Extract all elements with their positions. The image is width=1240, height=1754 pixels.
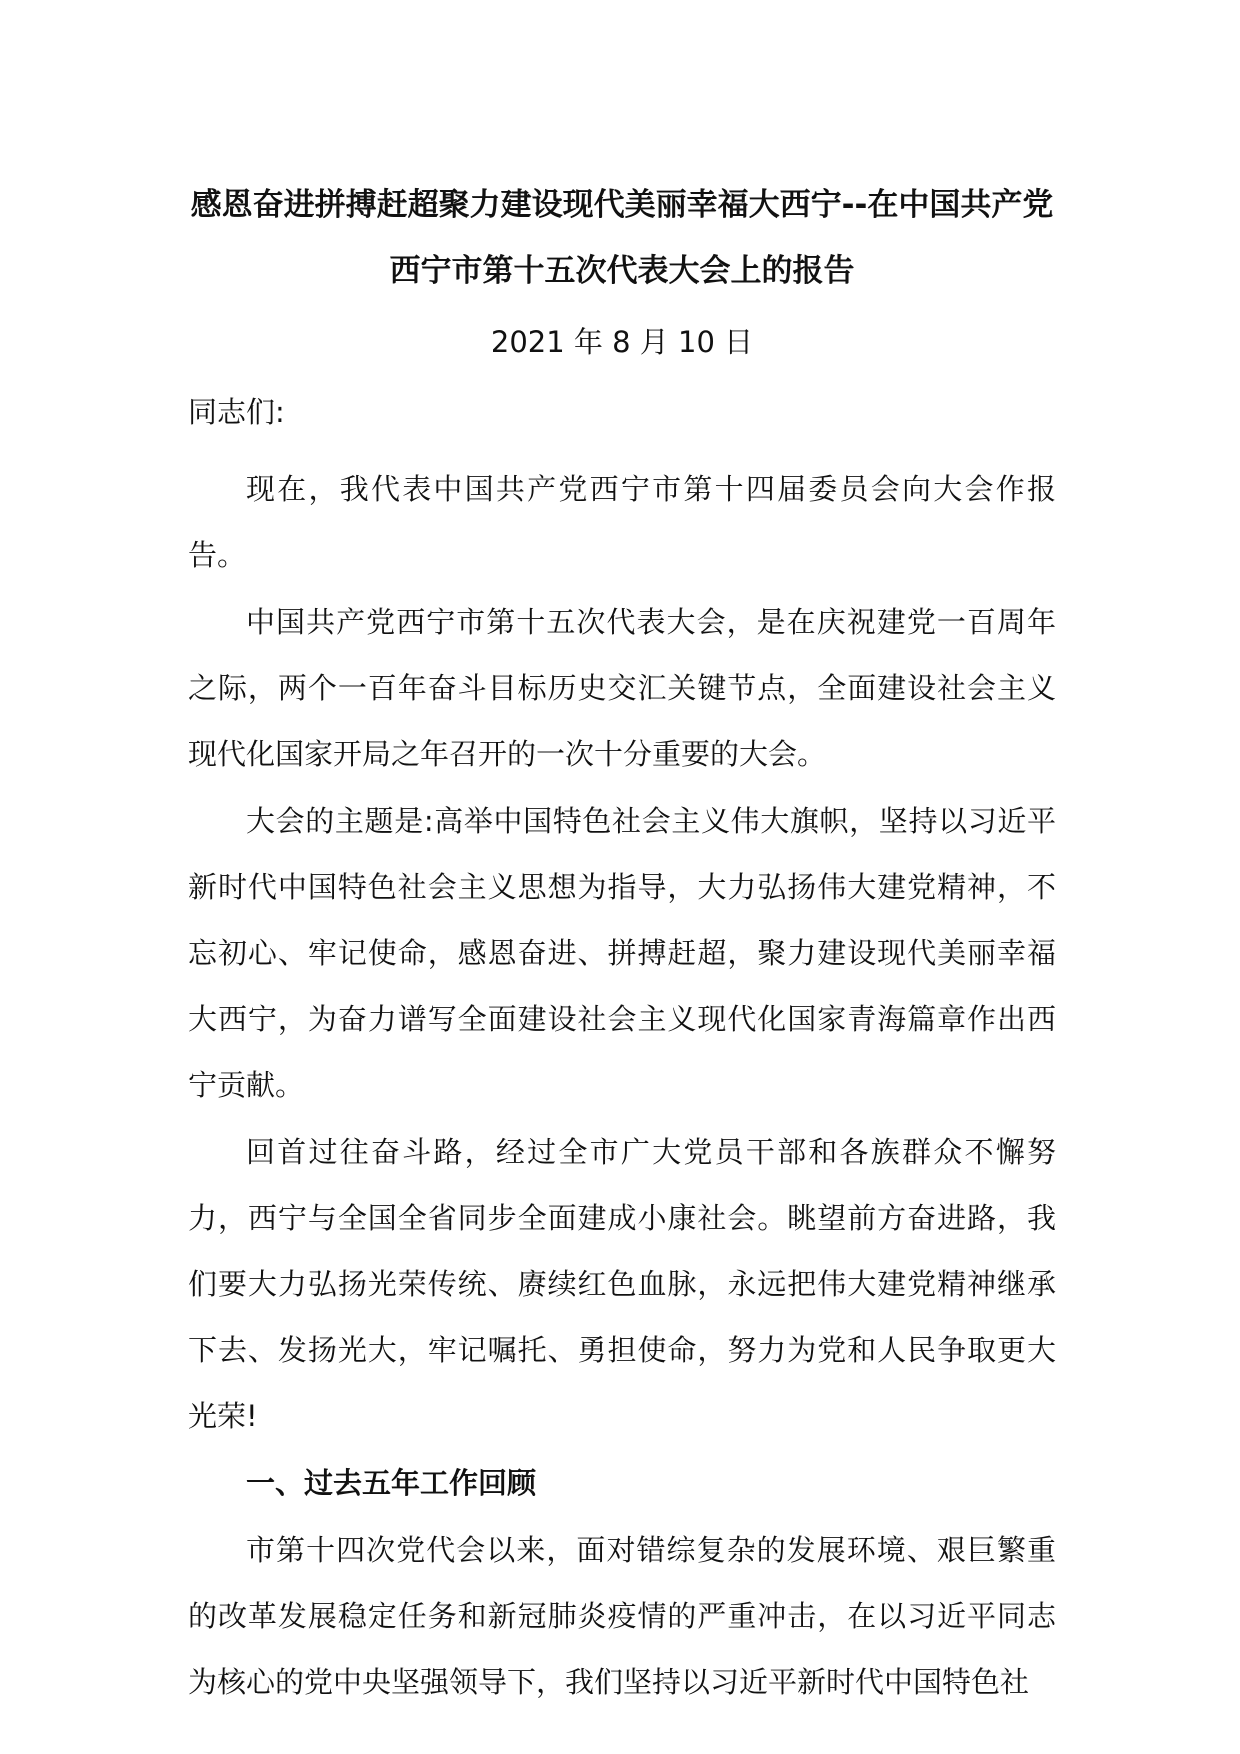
paragraph: 回首过往奋斗路，经过全市广大党员干部和各族群众不懈努力，西宁与全国全省同步全面建成小康社会。眺望前方奋进路，我们要大力弘扬光荣传统、赓续红色血脉，永远把伟大建党精神继承下去、发扬光大，牢记嘱托、勇担使命，努力为党和人民争取更大光荣! (188, 1135, 1056, 1433)
section-heading: 一、过去五年工作回顾 (246, 1466, 537, 1500)
paragraph: 现在，我代表中国共产党西宁市第十四届委员会向大会作报告。 (188, 472, 1056, 572)
salutation: 同志们: (188, 395, 285, 429)
paragraph: 大会的主题是:高举中国特色社会主义伟大旗帜，坚持以习近平新时代中国特色社会主义思想为指导，大力弘扬伟大建党精神，不忘初心、牢记使命，感恩奋进、拼搏赶超，聚力建设现代美丽幸福大西宁，为奋力谱写全面建设社会主义现代化国家青海篇章作出西宁贡献。 (188, 804, 1056, 1102)
document-body (188, 172, 1056, 1716)
document-title: 感恩奋进拼搏赶超聚力建设现代美丽幸福大西宁--在中国共产党西宁市第十五次代表大会上的报告 (190, 187, 1054, 289)
paragraph: 市第十四次党代会以来，面对错综复杂的发展环境、艰巨繁重的改革发展稳定任务和新冠肺炎疫情的严重冲击，在以习近平同志为核心的党中央坚强领导下，我们坚持以习近平新时代中国特色社 (188, 1533, 1056, 1699)
document-date: 2021 年 8 月 10 日 (490, 325, 754, 359)
paragraph: 中国共产党西宁市第十五次代表大会，是在庆祝建党一百周年之际，两个一百年奋斗目标历史交汇关键节点，全面建设社会主义现代化国家开局之年召开的一次十分重要的大会。 (188, 605, 1056, 771)
